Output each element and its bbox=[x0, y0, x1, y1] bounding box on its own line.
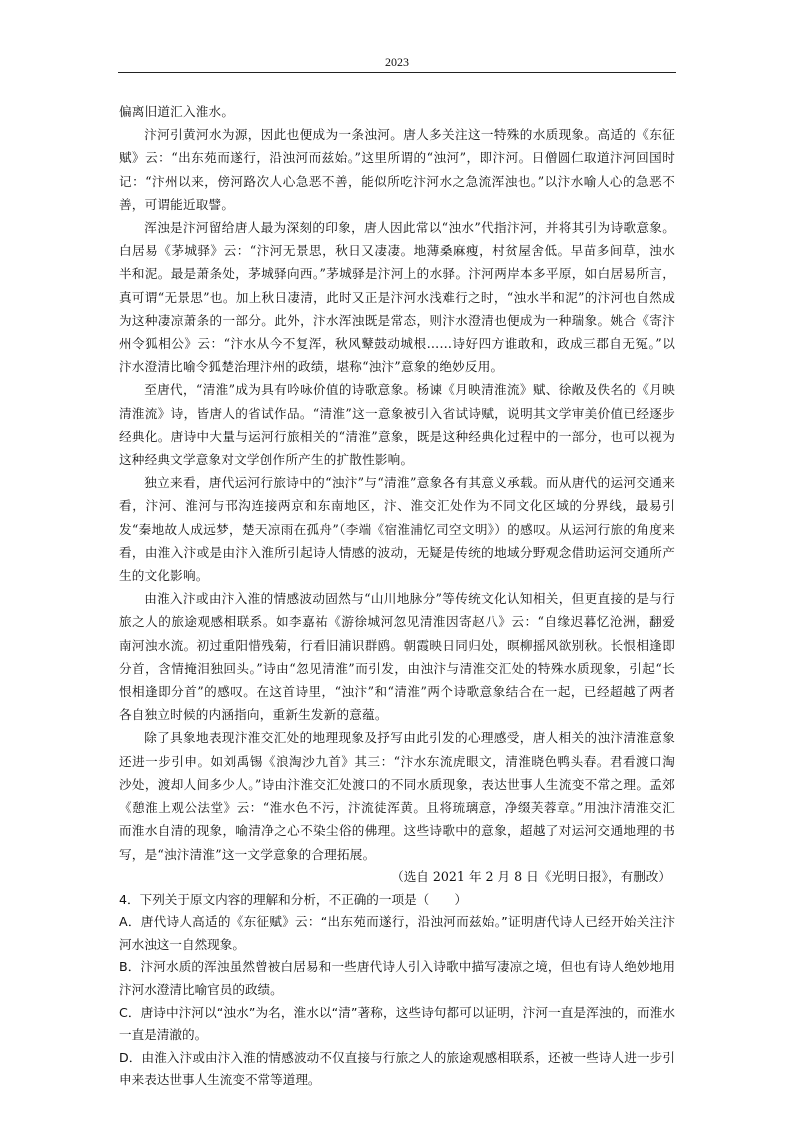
passage-paragraph: 汴河引黄河水为源，因此也便成为一条浊河。唐人多关注这一特殊的水质现象。高适的《东征赋》云：“出东苑而遂行，沿浊河而兹始。”这里所谓的“浊河”，即汴河。日僧圆仁取道汴河回国时记：“汴州以来，傍河路次人心急恶不善，能似所吃汴河水之急流浑浊也。”以汴水喻人心的急恶不善，可谓能近取譬。 bbox=[119, 127, 675, 212]
passage-paragraph: 偏离旧道汇入淮水。 bbox=[119, 104, 235, 119]
document-body bbox=[119, 100, 675, 1092]
passage-paragraph: 独立来看，唐代运河行旅诗中的“浊汴”与“清淮”意象各有其意义承载。而从唐代的运河交通来看，汴河、淮河与邗沟连接两京和东南地区，汴、淮交汇处作为不同文化区域的分界线，最易引发“秦地故人成远梦，楚天凉雨在孤舟”（李端《宿淮浦忆司空文明》）的感叹。从运河行旅的角度来看，由淮入汴或是由汴入淮所引起诗人情感的波动，无疑是传统的地域分野观念借助运河交通所产生的文化影响。 bbox=[119, 475, 675, 584]
passage-paragraph: 至唐代，“清淮”成为具有吟咏价值的诗歌意象。杨谏《月映清淮流》赋、徐敞及佚名的《月映清淮流》诗，皆唐人的省试作品。“清淮”这一意象被引入省试诗赋，说明其文学审美价值已经逐步经典化。唐诗中大量与运河行旅相关的“清淮”意象，既是这种经典化过程中的一部分，也可以视为这种经典文学意象对文学创作所产生的扩散性影响。 bbox=[119, 382, 675, 468]
page-header-label: 2023 bbox=[385, 55, 409, 69]
question-stem: 4．下列关于原文内容的理解和分析，不正确的一项是（ ） bbox=[119, 891, 468, 907]
passage-paragraph: 除了具象地表现汴淮交汇处的地理现象及抒写由此引发的心理感受，唐人相关的浊汴清淮意象还进一步引申。如刘禹锡《浪淘沙九首》其三：“汴水东流虎眼文，清淮晓色鸭头春。君看渡口淘沙处，渡却人间多少人。”诗由汴淮交汇处渡口的不同水质现象，表达世事人生流变不常之理。孟郊《憩淮上观公法堂》云：“淮水色不污，汴流徒浑黄。且将琉璃意，净缀芙蓉章。”用浊汴清淮交汇而淮水自清的现象，喻清净之心不染尘俗的佛理。这些诗歌中的意象，超越了对运河交通地理的书写，是“浊汴清淮”这一文学意象的合理拓展。 bbox=[119, 730, 675, 862]
source-citation: （选自 2021 年 2 月 8 日《光明日报》，有删改） bbox=[391, 868, 671, 884]
passage-paragraph: 浑浊是汴河留给唐人最为深刻的印象，唐人因此常以“浊水”代指汴河，并将其引为诗歌意象。白居易《茅城驿》云：“汴河无景思，秋日又凄凄。地薄桑麻瘦，村贫屋舍低。早苗多间草，浊水半和泥。最是萧条处，茅城驿向西。”茅城驿是汴河上的水驿。汴河两岸本多平原，如白居易所言，真可谓“无景思”也。加上秋日凄清，此时又正是汴河水浅难行之时，“浊水半和泥”的汴河也自然成为这种凄凉萧条的一部分。此外，汴水浑浊既是常态，则汴水澄清也便成为一种瑞象。姚合《寄汴州令狐相公》云：“汴水从今不复浑，秋风鼙鼓动城根……诗好四方谁敢和，政成三郡自无冤。”以汴水澄清比喻令狐楚治理汴州的政绩，堪称“浊汴”意象的绝妙反用。 bbox=[119, 220, 675, 375]
answer-option-c: C．唐诗中汴河以“浊水”为名，淮水以“清”著称，这些诗句都可以证明，汴河一直是浑浊的，而淮水一直是清澈的。 bbox=[119, 1004, 675, 1043]
answer-option-a: A．唐代诗人高适的《东征赋》云：“出东苑而遂行，沿浊河而兹始。”证明唐代诗人已经开始关注汴河水浊这一自然现象。 bbox=[119, 914, 675, 952]
page-header bbox=[118, 54, 676, 73]
passage-paragraph: 由淮入汴或由汴入淮的情感波动固然与“山川地脉分”等传统文化认知相关，但更直接的是与行旅之人的旅途观感相联系。如李嘉祐《游徐城河忽见清淮因寄赵八》云：“自缘迟暮忆沧洲，翻爱南河浊水流。初过重阳惜残菊，行看旧浦识群鸥。朝霞映日同归处，暝柳摇风欲别秋。长恨相逢即分首，含情掩泪独回头。”诗由“忽见清淮”而引发，由浊汴与清淮交汇处的特殊水质现象，引起“长恨相逢即分首”的感叹。在这首诗里，“浊汴”和“清淮”两个诗歌意象结合在一起，已经超越了两者各自独立时候的内涵指向，重新生发新的意蕴。 bbox=[119, 591, 675, 723]
answer-option-d: D．由淮入汴或由汴入淮的情感波动不仅直接与行旅之人的旅途观感相联系，还被一些诗人进一步引申来表达世事人生流变不常等道理。 bbox=[119, 1049, 675, 1088]
answer-option-b: B．汴河水质的浑浊虽然曾被白居易和一些唐代诗人引入诗歌中描写凄凉之境，但也有诗人绝妙地用汴河水澄清比喻官员的政绩。 bbox=[119, 959, 675, 998]
